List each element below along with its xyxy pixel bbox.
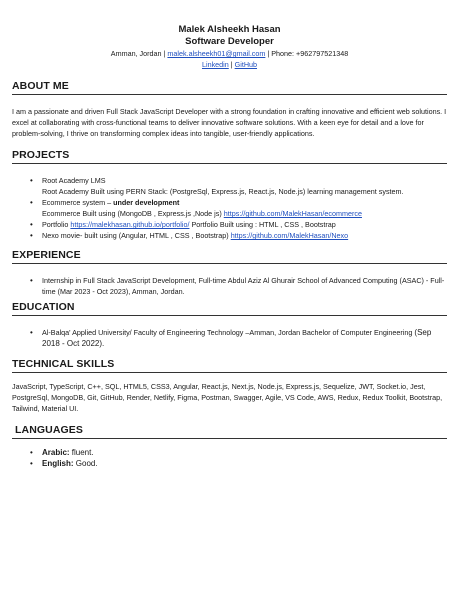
languages-heading: LANGUAGES bbox=[12, 424, 447, 439]
project-name: • Root Academy LMS bbox=[42, 176, 106, 185]
project-name: Portfolio bbox=[42, 220, 71, 229]
project-item bbox=[30, 219, 447, 230]
language-item bbox=[30, 447, 447, 458]
github-link[interactable]: GitHub bbox=[234, 60, 258, 69]
email-link[interactable]: malek.alsheekh01@gmail.com bbox=[167, 49, 266, 58]
education-dates: (Sep 2018 - Oct 2022). bbox=[42, 328, 432, 348]
project-item bbox=[30, 197, 447, 219]
candidate-name: Malek Alsheekh Hasan bbox=[178, 24, 281, 35]
contact-line bbox=[12, 48, 447, 59]
links-separator: | bbox=[228, 60, 235, 69]
education-item bbox=[30, 327, 447, 349]
education-heading: EDUCATION bbox=[12, 301, 447, 316]
education-text: Al-Balqa' Applied University/ Faculty of Engineering Technology –Amman, Jordan Bachelor of Computer Engineering bbox=[42, 328, 415, 337]
project-item bbox=[30, 175, 447, 197]
skills-text: JavaScript, TypeScript, C++, SQL, HTML5, CSS3, Angular, React.js, Next.js, Node.js, Express.js, Sequelize, JWT, Socket.io, Jest, PostgreSql, MongoDB, Git, GitHub, Render, Netlify, Figma, Postman, Swagger, Agile, VS Code, AWS, Redux, Redux Toolkit, Bootstrap, Tailwind, Material UI. bbox=[12, 382, 443, 413]
project-description: Portfolio Built using : HTML , CSS , Bootstrap bbox=[189, 220, 336, 229]
project-description: Root Academy Built using PERN Stack: (PostgreSql, Express.js, React.js, Node.js) learning management system. bbox=[42, 187, 404, 196]
experience-heading: EXPERIENCE bbox=[12, 249, 447, 264]
language-level: Good. bbox=[73, 459, 98, 468]
links-line bbox=[12, 59, 447, 70]
experience-list bbox=[12, 275, 447, 297]
project-link[interactable]: https://github.com/MalekHasan/Nexo bbox=[230, 231, 349, 240]
projects-list bbox=[12, 175, 447, 241]
project-name: Ecommerce system – bbox=[42, 198, 114, 207]
project-link[interactable]: https://github.com/MalekHasan/ecommerce bbox=[223, 209, 362, 218]
education-list bbox=[12, 327, 447, 349]
project-description: Ecommerce Built using (MongoDB , Express.js ,Node js) bbox=[42, 209, 224, 218]
skills-heading: TECHNICAL SKILLS bbox=[12, 358, 447, 373]
project-link[interactable]: https://malekhasan.github.io/portfolio/ bbox=[70, 220, 190, 229]
language-name: Arabic: bbox=[42, 448, 70, 457]
language-item bbox=[30, 458, 447, 469]
project-item bbox=[30, 230, 447, 241]
language-name: English: bbox=[42, 459, 74, 468]
about-text: I am a passionate and driven Full Stack JavaScript Developer with a strong foundation in crafting innovative and efficient web solutions. I excel at collaborating with cross-functional teams to deliver innovative software solutions. With a keen eye for detail and a love for problem-solving, I thrive on transforming complex ideas into tangible, user-friendly applications. bbox=[12, 107, 447, 138]
languages-list bbox=[12, 447, 447, 469]
phone-text: | Phone: +962797521348 bbox=[267, 49, 349, 58]
project-status: under development bbox=[113, 198, 180, 207]
resume-header bbox=[12, 0, 447, 70]
about-heading: ABOUT ME bbox=[12, 80, 447, 95]
projects-heading: PROJECTS bbox=[12, 149, 447, 164]
language-level: fluent. bbox=[69, 448, 94, 457]
candidate-role: Software Developer bbox=[185, 36, 274, 47]
project-description: Nexo movie- built using (Angular, HTML , CSS , Bootstrap) bbox=[42, 231, 231, 240]
experience-item: • Internship in Full Stack JavaScript Development, Full-time Abdul Aziz Al Ghurair School of Advanced Computing (ASAC) - Full-time (Mar 2023 - Oct 2023), Amman, Jordan. bbox=[30, 275, 447, 297]
location-text: Amman, Jordan | bbox=[110, 49, 166, 58]
linkedin-link[interactable]: Linkedin bbox=[201, 60, 229, 69]
